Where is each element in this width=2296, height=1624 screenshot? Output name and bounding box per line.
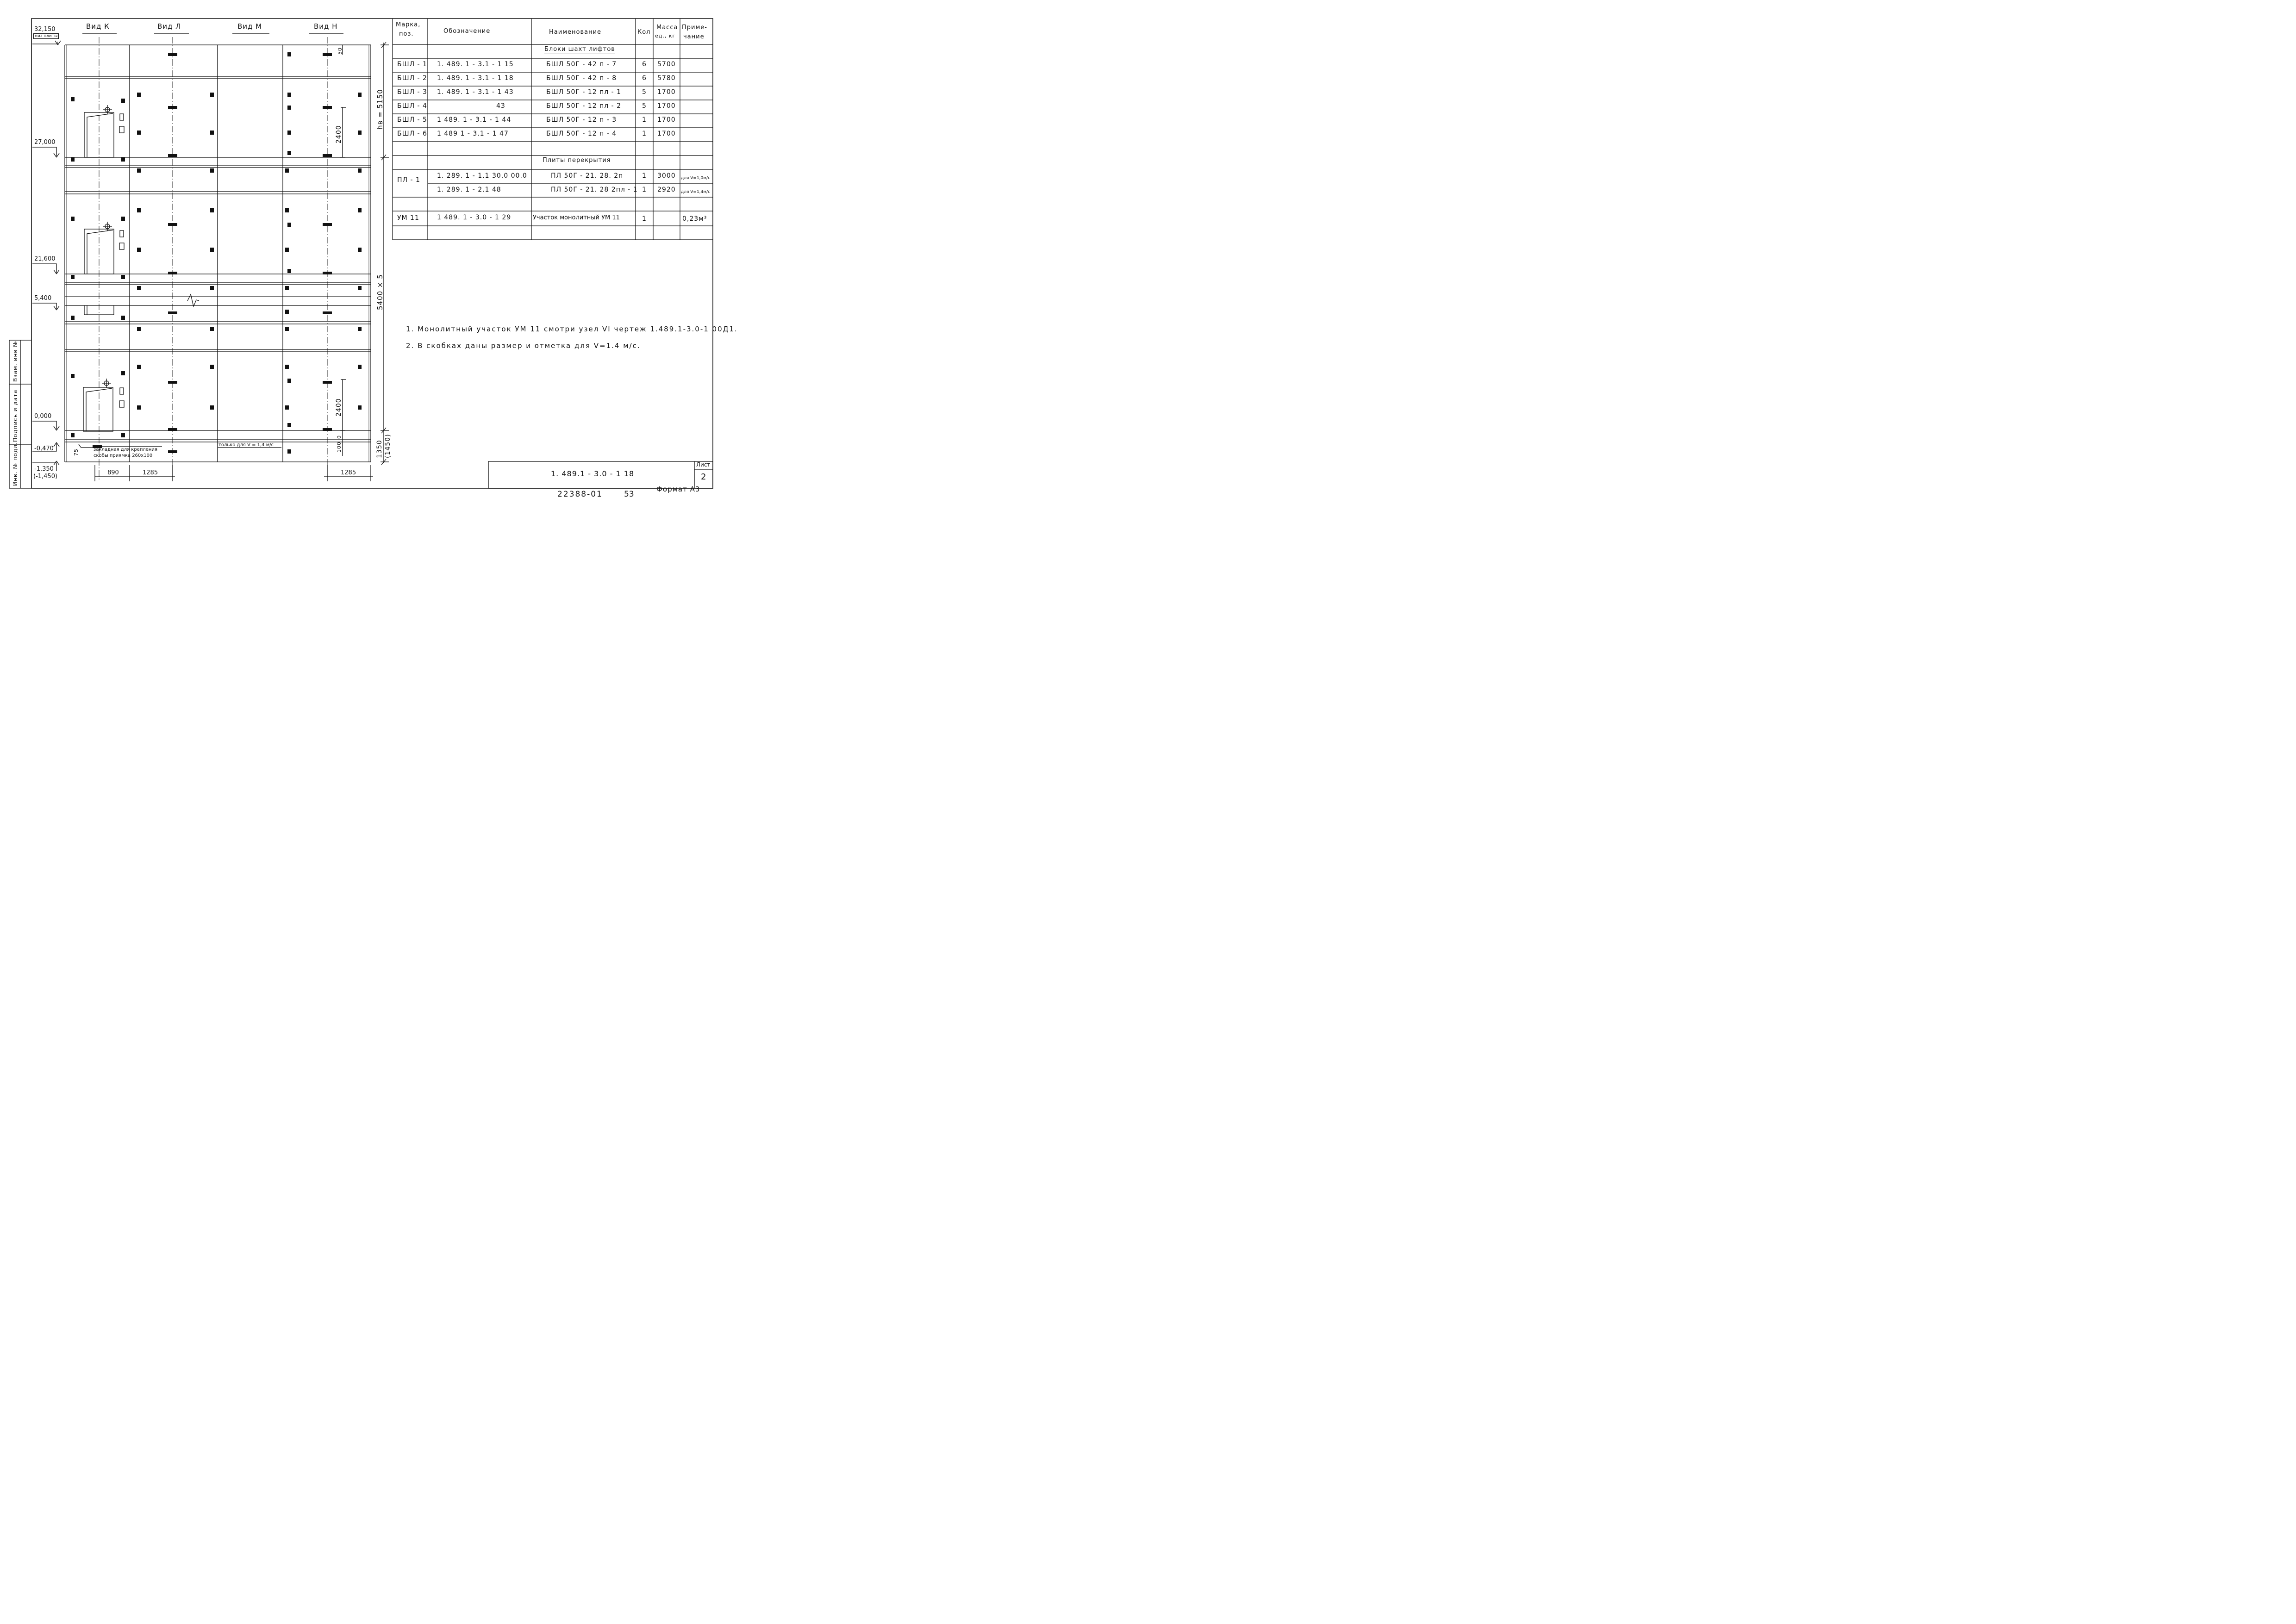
dim-890: 890	[107, 469, 119, 476]
row-name: БШЛ 50Г - 42 п - 7	[546, 61, 617, 68]
embedded-plate	[121, 99, 125, 103]
embedded-plate	[358, 365, 362, 369]
embedded-bar	[168, 428, 177, 431]
um-note: 0,23м³	[682, 215, 707, 223]
level-top: 32,150	[34, 26, 56, 33]
footer-archive: 22388-01	[557, 490, 603, 499]
embedded-bar	[323, 272, 332, 274]
embedded-plate	[71, 316, 75, 320]
embedded-plate	[358, 168, 362, 173]
dim-2400-top: 2400	[335, 125, 343, 143]
level-minus-1450: (-1,450)	[33, 473, 58, 480]
row-name: БШЛ 50Г - 12 п - 4	[546, 130, 617, 137]
dim-1350: 1350	[376, 440, 383, 458]
row-qty: 1	[642, 116, 647, 124]
embedded-plate	[71, 374, 75, 378]
embedded-plate	[137, 93, 141, 97]
embedded-plate	[287, 449, 291, 454]
view-n-label: Вид Н	[314, 22, 338, 31]
row-qty: 6	[642, 61, 647, 68]
um-qty: 1	[642, 215, 647, 223]
embedded-plate	[285, 168, 289, 173]
row-qty: 5	[642, 88, 647, 96]
row-note: для V=1,4м/с	[681, 190, 711, 194]
embedded-plate	[121, 433, 125, 437]
embedded-plate	[121, 217, 125, 221]
pl-mark: ПЛ - 1	[397, 176, 420, 184]
embedded-plate	[210, 286, 214, 290]
title-sheet-label: Лист	[696, 461, 711, 468]
row-mass: 2920	[657, 186, 676, 193]
embedded-bar	[168, 106, 177, 109]
embedded-bar	[168, 272, 177, 274]
row-mark: БШЛ - 6	[397, 130, 427, 137]
only-v14-note: только для V = 1,4 м/с	[218, 442, 274, 448]
footer-page: 53	[624, 490, 634, 499]
row-designation: 1. 489. 1 - 3.1 - 1 43	[437, 88, 514, 96]
embedded-bar	[168, 381, 177, 384]
row-designation: 1. 289. 1 - 2.1 48	[437, 186, 501, 193]
embedded-bar	[168, 311, 177, 314]
embedded-plate	[285, 310, 289, 314]
embedded-plate	[71, 97, 75, 101]
row-mass: 1700	[657, 130, 676, 137]
level-minus-0470: -0,470	[34, 445, 54, 452]
embedded-plate	[210, 405, 214, 410]
embedded-bar	[168, 450, 177, 453]
th-qty: Кол	[637, 29, 651, 36]
view-m-label: Вид М	[237, 22, 262, 31]
drawing-graphics	[0, 0, 726, 511]
embedded-plate	[285, 248, 289, 252]
th-designation: Обозначение	[443, 28, 491, 35]
embedded-plate	[71, 217, 75, 221]
row-name: БШЛ 50Г - 12 пл - 2	[546, 102, 622, 110]
embedded-plate	[358, 248, 362, 252]
embedded-plate	[287, 151, 291, 155]
dim-1450: (1450)	[384, 434, 392, 458]
embedded-plate	[285, 286, 289, 290]
row-designation: 1. 489. 1 - 3.1 - 1 15	[437, 61, 514, 68]
embedded-bar	[323, 223, 332, 226]
embedded-plate	[285, 365, 289, 369]
row-name: ПЛ 50Г - 21. 28. 2п	[551, 172, 624, 180]
embedded-plate	[287, 269, 291, 273]
embedded-bar	[323, 381, 332, 384]
embedded-plate	[358, 327, 362, 331]
row-mass: 1700	[657, 116, 676, 124]
embedded-plate	[285, 327, 289, 331]
drawing-sheet	[0, 0, 738, 511]
th-mark-2: поз.	[399, 31, 414, 37]
th-mark: Марка,	[396, 21, 421, 28]
dim-2400-bottom: 2400	[335, 398, 343, 417]
embedded-plate	[121, 371, 125, 375]
th-mass: Масса	[656, 24, 678, 31]
embedded-plate	[137, 131, 141, 135]
row-qty: 1	[642, 186, 647, 193]
level-0000: 0,000	[34, 413, 52, 420]
level-5400: 5,400	[34, 295, 52, 302]
embedded-plate	[287, 106, 291, 110]
title-sheet-number: 2	[701, 472, 706, 482]
um-mark: УМ 11	[397, 214, 419, 222]
row-name: ПЛ 50Г - 21. 28 2пл - 1	[551, 186, 638, 193]
dim-hb: hв = 5150	[376, 89, 384, 130]
th-name: Наименование	[549, 29, 602, 36]
row-qty: 1	[642, 130, 647, 137]
level-27000: 27,000	[34, 139, 56, 146]
embedded-plate	[210, 93, 214, 97]
row-designation: 1 489. 1 - 3.1 - 1 44	[437, 116, 512, 124]
row-mass: 5780	[657, 75, 676, 82]
embedded-bar	[323, 428, 332, 431]
embedded-plate	[358, 405, 362, 410]
embed-note-2: скобы приямка 260х100	[94, 453, 153, 458]
footer-format: Формат А3	[656, 485, 700, 493]
um-designation: 1 489. 1 - 3.0 - 1 29	[437, 214, 512, 221]
embedded-plate	[137, 405, 141, 410]
embedded-plate	[287, 423, 291, 427]
stamp-signature-date: Подпись и дата	[12, 389, 19, 442]
row-note: для V=1,0м/с	[681, 176, 711, 180]
embedded-plate	[287, 223, 291, 227]
embedded-plate	[121, 275, 125, 279]
embedded-plate	[137, 208, 141, 212]
row-qty: 6	[642, 75, 647, 82]
row-qty: 1	[642, 172, 647, 180]
embedded-plate	[137, 365, 141, 369]
embedded-plate	[137, 327, 141, 331]
embedded-plate	[121, 157, 125, 162]
title-doc-number: 1. 489.1 - 3.0 - 1 18	[551, 469, 635, 478]
embedded-plate	[71, 275, 75, 279]
embedded-plate	[137, 248, 141, 252]
embedded-plate	[287, 379, 291, 383]
row-name: БШЛ 50Г - 12 п - 3	[546, 116, 617, 124]
level-21600: 21,600	[34, 255, 56, 262]
stamp-vzam-inv: Взам. инв №	[12, 341, 19, 382]
embedded-bar	[323, 154, 332, 157]
embedded-bar	[168, 154, 177, 157]
row-mass: 3000	[657, 172, 676, 180]
embedded-plate	[285, 405, 289, 410]
row-designation: 43	[496, 102, 505, 110]
row-mark: БШЛ - 2	[397, 75, 427, 82]
embedded-plate	[287, 131, 291, 135]
row-mark: БШЛ - 5	[397, 116, 427, 124]
th-mass-2: ед., кг	[655, 33, 676, 39]
embedded-bar	[168, 53, 177, 56]
stamp-inv-podl: Инв. № подл.	[12, 442, 19, 486]
embedded-plate	[358, 131, 362, 135]
row-mark: БШЛ - 1	[397, 61, 427, 68]
row-name: БШЛ 50Г - 12 пл - 1	[546, 88, 622, 96]
embedded-bar	[323, 311, 332, 314]
dim-0: 0	[336, 435, 342, 439]
dim-span: 5400 × 5	[376, 274, 384, 310]
row-designation: 1. 489. 1 - 3.1 - 1 18	[437, 75, 514, 82]
embedded-plate	[210, 208, 214, 212]
row-mark: БШЛ - 4	[397, 102, 427, 110]
dim-1285-right: 1285	[341, 469, 356, 476]
embed-note-1: закладная для крепления	[94, 447, 157, 452]
row-name: БШЛ 50Г - 42 п - 8	[546, 75, 617, 82]
row-mass: 1700	[657, 102, 676, 110]
embedded-plate	[137, 168, 141, 173]
embedded-plate	[210, 365, 214, 369]
row-mark: БШЛ - 3	[397, 88, 427, 96]
embedded-plate	[71, 433, 75, 437]
row-mass: 5700	[657, 61, 676, 68]
dim-1285-left: 1285	[143, 469, 158, 476]
embedded-plate	[287, 93, 291, 97]
embedded-plate	[137, 286, 141, 290]
view-l-label: Вид Л	[157, 22, 181, 31]
embedded-bar	[323, 106, 332, 109]
embedded-plate	[210, 327, 214, 331]
row-designation: 1 489 1 - 3.1 - 1 47	[437, 130, 509, 137]
embedded-bar	[168, 223, 177, 226]
embedded-plate	[210, 168, 214, 173]
level-minus-1350: -1,350	[34, 466, 54, 473]
embedded-plate	[121, 316, 125, 320]
section-slabs: Плиты перекрытия	[543, 157, 611, 165]
section-blocks: Блоки шахт лифтов	[544, 46, 615, 54]
level-top-note: низ плиты	[33, 33, 59, 39]
embedded-plate	[285, 208, 289, 212]
embedded-plate	[210, 131, 214, 135]
dim-100: 100	[336, 442, 342, 453]
dim-75: 75	[73, 448, 79, 456]
note-1: 1. Монолитный участок УМ 11 смотри узел VI чертеж 1.489.1-3.0-1 00Д1.	[406, 325, 738, 333]
view-k-label: Вид К	[86, 22, 110, 31]
embedded-bar	[323, 53, 332, 56]
embedded-plate	[358, 93, 362, 97]
embedded-plate	[358, 286, 362, 290]
embedded-plate	[287, 52, 291, 56]
embedded-plate	[71, 157, 75, 162]
embedded-plates	[71, 52, 362, 454]
embedded-plate	[210, 248, 214, 252]
th-note-2: чание	[683, 33, 705, 40]
note-2: 2. В скобках даны размер и отметка для V=1.4 м/с.	[406, 342, 641, 350]
row-designation: 1. 289. 1 - 1.1 30.0 00.0	[437, 172, 527, 180]
row-mass: 1700	[657, 88, 676, 96]
dim-50: 50	[337, 47, 343, 55]
embedded-plate	[358, 208, 362, 212]
row-qty: 5	[642, 102, 647, 110]
th-note: Приме-	[682, 24, 707, 31]
um-name: Участок монолитный УМ 11	[533, 214, 620, 221]
